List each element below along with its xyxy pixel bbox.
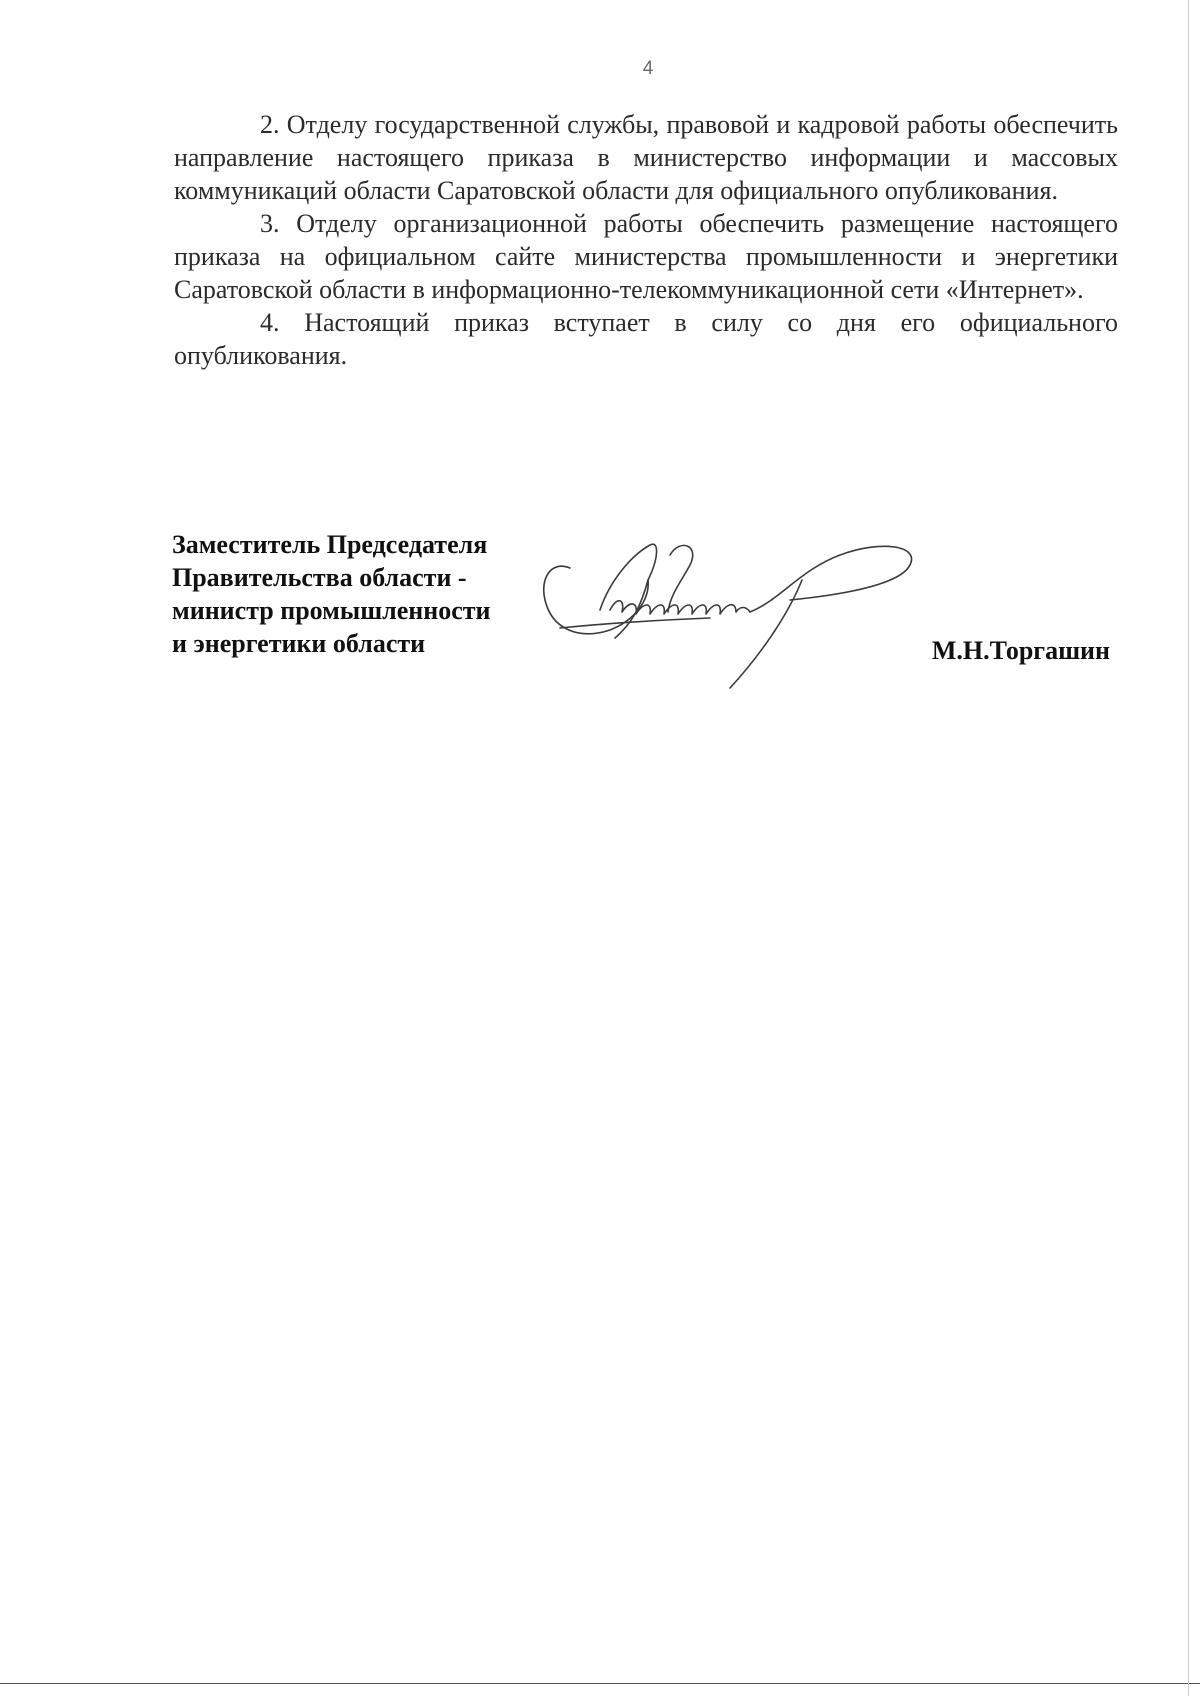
position-line: Заместитель Председателя xyxy=(172,530,488,559)
bottom-scan-line xyxy=(0,1683,1200,1684)
paragraph-4: 4. Настоящий приказ вступает в силу со дня его официального опубликования. xyxy=(174,308,1118,370)
handwritten-signature xyxy=(540,540,930,690)
right-scan-edge xyxy=(1188,0,1189,1696)
position-line: Правительства области - xyxy=(172,563,467,592)
paragraph-3: 3. Отделу организационной работы обеспечить размещение настоящего приказа на официальном сайте министерства промышленности и энергетики Саратовской области в информационно-телекоммуникационной сети «Интернет». xyxy=(174,209,1118,304)
paragraph-2: 2. Отделу государственной службы, правовой и кадровой работы обеспечить направление настоящего приказа в министерство информации и массовых коммуникаций области Саратовской области для официального опубликования. xyxy=(174,110,1118,205)
position-line: министр промышленности xyxy=(172,596,491,625)
position-line: и энергетики области xyxy=(172,629,426,658)
signatory-position xyxy=(172,528,532,660)
document-body xyxy=(174,108,1118,372)
page-number: 4 xyxy=(642,58,654,79)
signer-name: М.Н.Торгашин xyxy=(931,636,1110,665)
